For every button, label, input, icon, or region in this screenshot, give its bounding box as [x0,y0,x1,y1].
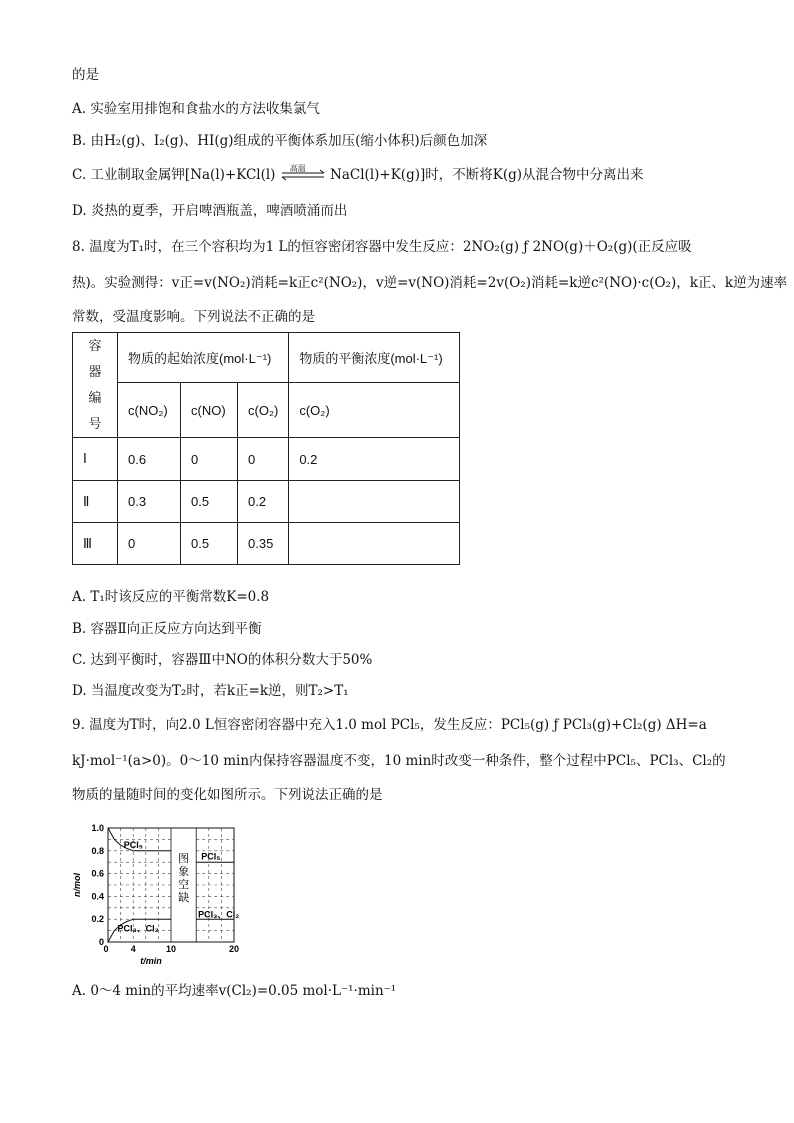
cell: 0.3 [118,481,181,523]
question-9-stem-1: 9. 温度为T时，向2.0 L恒容密闭容器中充入1.0 mol PCl₅，发生反应：PCl₅(g) ƒ PCl₃(g)+Cl₂(g) ΔH=a [72,717,707,733]
cell: 0.5 [181,523,238,565]
y-tick-label: 0.8 [91,845,104,856]
gap-text-char: 象 [178,866,190,879]
y-tick-label: 1.0 [91,823,104,833]
question-8-stem-1: 8. 温度为T₁时，在三个容积均为1 L的恒容密闭容器中发生反应：2NO₂(g) ƒ 2NO(g)＋O₂(g)(正反应吸 [72,239,692,255]
x-tick-label: 4 [130,944,136,954]
table-row [73,438,460,481]
series-label-pcl3-cl2: PCl₃、Cl₂ [198,909,240,920]
arrow-condition: 高温 [289,163,306,173]
gap-text-char: 空 [178,879,190,892]
cell: Ⅰ [73,438,118,481]
cell: 0 [181,438,238,481]
table-header-initial: 物质的起始浓度(mol·L⁻¹) [118,333,289,383]
table-col-o2: c(O₂) [238,383,289,438]
table-col-o2-eq: c(O₂) [289,383,460,438]
table-row [73,523,460,565]
cell: 0.5 [181,481,238,523]
gap-text-char: 缺 [178,892,190,905]
cell [289,481,460,523]
equilibrium-arrow-icon [280,167,326,185]
table-col-no2: c(NO₂) [118,383,181,438]
option-c-part1: C. 工业制取金属钾[Na(l)+KCl(l) [72,167,276,183]
x-tick-label-zero: 0 [103,944,109,954]
y-tick-label: 0 [98,937,104,947]
cell: 0 [118,523,181,565]
table-col-no: c(NO) [181,383,238,438]
reversible-arrow [280,163,326,185]
series-label-pcl5: PCl₅ [201,851,221,862]
series-label-pcl3-cl2: PCl₃、Cl₂ [117,923,159,934]
cell [289,523,460,565]
y-tick-label: 0.4 [91,891,104,902]
cell: 0.2 [289,438,460,481]
option-c-q8: C. 达到平衡时，容器Ⅲ中NO的体积分数大于50% [72,652,373,668]
option-a-q9: A. 0～4 min的平均速率v(Cl₂)=0.05 mol·L⁻¹·min⁻¹ [72,983,397,999]
gap-text-char: 图 [178,853,190,866]
cell: 0.35 [238,523,289,565]
option-d-q7: D. 炎热的夏季，开启啤酒瓶盖，啤酒喷涌而出 [72,203,348,219]
y-tick-label: 0.6 [91,868,104,879]
cell: Ⅱ [73,481,118,523]
question-9-stem-3: 物质的量随时间的变化如图所示。下列说法正确的是 [72,787,383,803]
option-a-q7: A. 实验室用排饱和食盐水的方法收集氯气 [72,101,320,117]
question-9-stem-2: kJ·mol⁻¹(a>0)。0～10 min内保持容器温度不变，10 min时改变一种条件，整个过程中PCl₅、PCl₃、Cl₂的 [72,753,726,769]
x-tick-label: 20 [228,944,240,954]
option-d-q8: D. 当温度改变为T₂时，若k正=k逆，则T₂>T₁ [72,683,349,699]
y-tick-label: 0.2 [91,914,104,925]
option-a-q8: A. T₁时该反应的平衡常数K=0.8 [72,589,270,605]
option-b-q7: B. 由H₂(g)、I₂(g)、HI(g)组成的平衡体系加压(缩小体积)后颜色加深 [72,133,488,149]
text-line: 的是 [72,67,99,83]
option-b-q8: B. 容器Ⅱ向正反应方向达到平衡 [72,621,262,637]
series-label-pcl5: PCl₅ [123,840,143,851]
option-c-q7 [72,163,644,185]
table-row [73,481,460,523]
y-axis-label: n/mol [72,873,82,897]
amount-time-chart [72,818,242,966]
x-tick-label: 10 [165,944,177,954]
concentration-table [72,332,460,565]
cell: 0 [238,438,289,481]
cell: 0.2 [238,481,289,523]
cell: Ⅲ [73,523,118,565]
table-header-vessel: 容器编号 [73,333,118,438]
x-axis-label: t/min [140,956,162,966]
cell: 0.6 [118,438,181,481]
question-8-stem-3: 常数，受温度影响。下列说法不正确的是 [72,309,315,325]
option-c-part2: NaCl(l)+K(g)]时，不断将K(g)从混合物中分离出来 [330,167,644,183]
table-header-equilibrium: 物质的平衡浓度(mol·L⁻¹) [289,333,460,383]
question-8-stem-2: 热)。实验测得：v正=v(NO₂)消耗=k正c²(NO₂)，v逆=v(NO)消耗=2v(O₂)消耗=k逆c²(NO)·c(O₂)，k正、k逆为速率 [72,275,788,291]
